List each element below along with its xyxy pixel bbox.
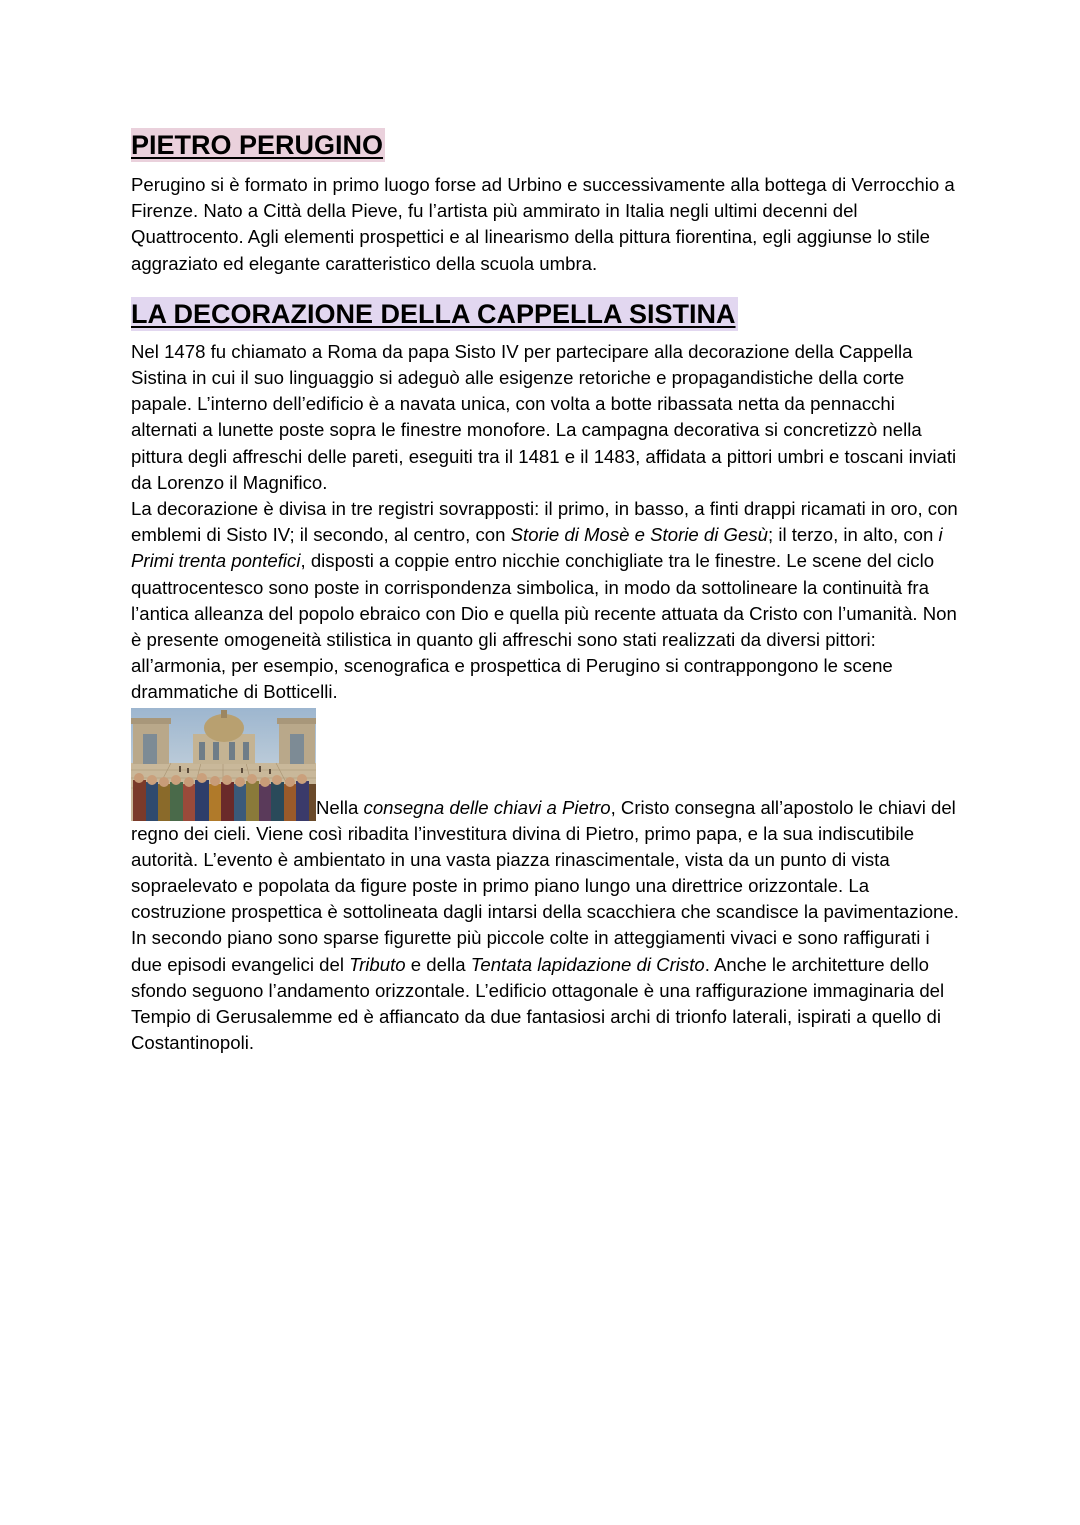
paragraph-consegna-chiavi (131, 706, 961, 1057)
document-page (131, 128, 961, 1056)
text-run: La decorazione è divisa in tre registri sovrapposti: il primo, in basso, a finti drappi ricamati in oro, con emblemi di Sisto IV; il secondo, al centro, con (131, 498, 958, 546)
text-run: , Cristo consegna all’apostolo le chiavi del regno dei cieli. Viene così ribadita l’investitura divina di Pietro, primo papa, e la sua indiscutibile autorità. L’evento è ambientato in una vasta piazza rinascimentale, vista da un punto di vista sopraelevato e popolata da figure poste in primo piano lungo una direttrice orizzontale. La costruzione prospettica è sottolineata dagli intarsi della scacchiera che scandisce la pavimentazione. In secondo piano sono sparse figurette più piccole colte in atteggiamenti vivaci e sono raffigurati i due episodi evangelici del (131, 796, 959, 975)
heading-pietro-perugino: PIETRO PERUGINO (131, 130, 384, 160)
italic-title-lapidazione: Tentata lapidazione di Cristo (470, 953, 705, 975)
italic-title-pontefici: i Primi trenta pontefici (131, 524, 943, 572)
italic-title-storie: Storie di Mosè e Storie di Gesù (510, 524, 768, 546)
paragraph-decoration-registers (131, 496, 961, 706)
text-run: ; il terzo, in alto, con (767, 524, 939, 546)
heading-decorazione-cappella-sistina: LA DECORAZIONE DELLA CAPPELLA SISTINA (131, 298, 736, 329)
italic-title-consegna: consegna delle chiavi a Pietro (363, 796, 611, 818)
text-run: Nella (316, 796, 364, 818)
text-run: , disposti a coppie entro nicchie conchigliate tra le finestre. Le scene del ciclo quattrocentesco sono poste in corrispondenza simbolica, in modo da sottolineare la continuità fra l’antica alleanza del popolo ebraico con Dio e quella più recente attuata da Cristo con l’umanità. Non è presente omogeneità stilistica in quanto gli affreschi sono stati realizzati da diversi pittori: all’armonia, per esempio, scenografica e prospettica di Perugino si contrappongono le scene drammatiche di Botticelli. (131, 550, 957, 703)
paragraph-sistine-commission: Nel 1478 fu chiamato a Roma da papa Sisto IV per partecipare alla decorazione della Cappella Sistina in cui il suo linguaggio si adeguò alle esigenze retoriche e propagandistiche della corte papale. L’interno dell’edificio è a navata unica, con volta a botte ribassata netta da pennacchi alternati a lunette poste sopra le finestre monofore. La campagna decorativa si concretizzò nella pittura degli affreschi delle pareti, eseguiti tra il 1481 e il 1483, affidata a pittori umbri e toscani inviati da Lorenzo il Magnifico. (131, 340, 957, 493)
paragraph-perugino-bio: Perugino si è formato in primo luogo forse ad Urbino e successivamente alla bottega di Verrocchio a Firenze. Nato a Città della Pieve, fu l’artista più ammirato in Italia negli ultimi decenni del Quattrocento. Agli elementi prospettici e al linearismo della pittura fiorentina, egli aggiunse lo stile aggraziato ed elegante caratteristico della scuola umbra. (131, 174, 955, 274)
text-run: . Anche le architetture dello sfondo seguono l’andamento orizzontale. L’edificio ottagonale è una raffigurazione immaginaria del Tempio di Gerusalemme ed è affiancato da due fantasiosi archi di trionfo laterali, ispirati a quello di Costantinopoli. (131, 953, 945, 1054)
fresco-painting-icon (131, 708, 316, 821)
text-run: e della (405, 953, 471, 975)
italic-title-tributo: Tributo (349, 953, 406, 975)
section-perugino (131, 128, 961, 277)
section-cappella-sistina (131, 297, 961, 1057)
